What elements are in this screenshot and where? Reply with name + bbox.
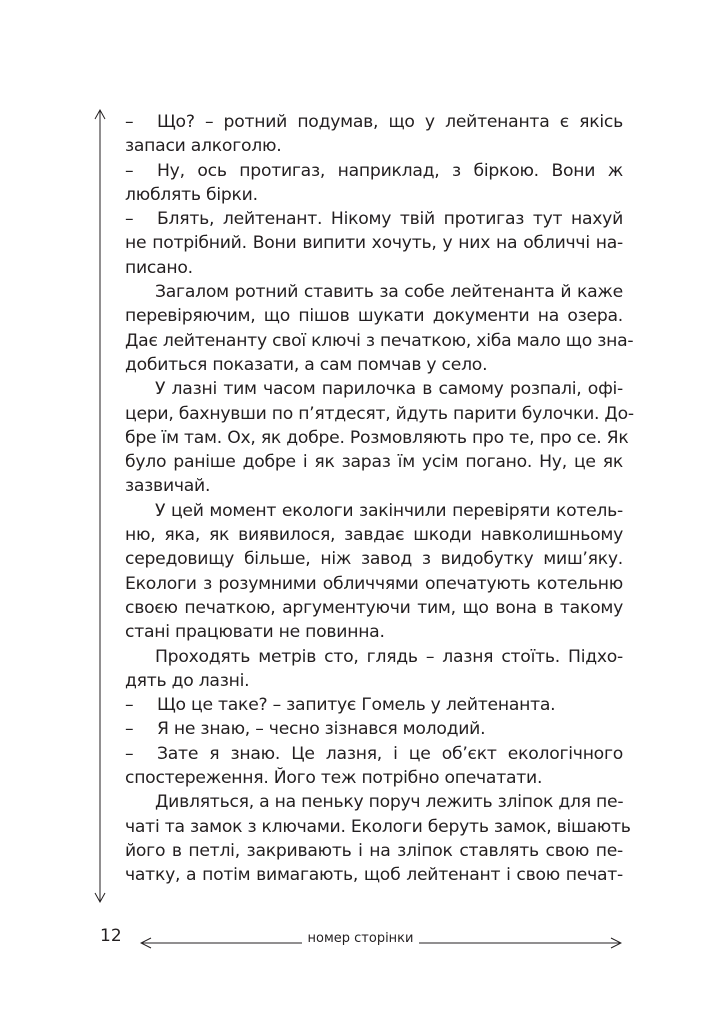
line-text: дять до лазні.	[125, 670, 250, 691]
text-line	[125, 231, 623, 255]
text-line	[125, 426, 629, 450]
text-line	[125, 572, 623, 596]
line-text: Дивляться, а на пеньку поруч лежить зліпок для пе-	[155, 792, 624, 813]
line-text: його в петлі, закривають і на зліпок ставлять свою пе-	[125, 840, 623, 861]
line-text: Екологи з розумними обличчями опечатують котельню	[125, 573, 623, 594]
line-text: запаси алкоголю.	[125, 136, 282, 157]
dialogue-line	[125, 742, 623, 766]
text-line	[125, 329, 634, 353]
page-number: 12	[100, 926, 122, 946]
line-text: зазвичай.	[125, 476, 211, 497]
text-line	[125, 815, 631, 839]
dialogue-line	[125, 110, 623, 134]
line-text: своєю печаткою, аргументуючи тим, що вона в такому	[125, 597, 623, 618]
text-line	[125, 790, 623, 814]
text-line	[125, 377, 623, 401]
line-text: ню, яка, як виявилося, завдає шкоди навколишньому	[125, 525, 623, 546]
line-text: чаті та замок з ключами. Екологи беруть замок, вішають	[125, 816, 631, 837]
text-line	[125, 499, 623, 523]
line-text: Ну, ось протигаз, наприклад, з біркою. Вони ж	[157, 160, 623, 181]
line-text: було раніше добре і як зараз їм усім погано. Ну, це як	[125, 452, 623, 473]
text-block-height-ruler	[92, 108, 108, 904]
text-line	[125, 839, 623, 863]
dialogue-line	[125, 717, 623, 741]
line-text: писано.	[125, 257, 193, 278]
text-line	[125, 450, 623, 474]
dialogue-dash: –	[125, 743, 134, 764]
body-text	[125, 110, 634, 888]
line-text: Дає лейтенанту свої ключі з печаткою, хіба мало що зна-	[125, 330, 634, 351]
line-text: цери, бахнувши по п’ятдесят, йдуть парити булочки. До-	[125, 403, 634, 424]
dialogue-line	[125, 693, 623, 717]
dialogue-dash: –	[125, 209, 134, 230]
line-text: У цей момент екологи закінчили перевіряти котель-	[155, 500, 623, 521]
line-text: Що це таке? – запитує Гомель у лейтенанта.	[157, 695, 556, 716]
text-line	[125, 183, 623, 207]
text-line	[125, 134, 623, 158]
text-line	[125, 596, 623, 620]
line-text: Що? – ротний подумав, що у лейтенанта є якісь	[157, 112, 623, 132]
line-text: не потрібний. Вони випити хочуть, у них на обличчі на-	[125, 233, 623, 254]
dialogue-dash: –	[125, 719, 134, 740]
dialogue-dash: –	[125, 160, 134, 181]
line-text: люблять бірки.	[125, 184, 258, 205]
line-text: перевіряючим, що пішов шукати документи на озера.	[125, 306, 623, 327]
dialogue-line	[125, 207, 623, 231]
text-line	[125, 620, 623, 644]
line-text: добиться показати, а сам помчав у село.	[125, 354, 488, 375]
text-line	[125, 474, 623, 498]
dialogue-line	[125, 159, 623, 183]
dialogue-dash: –	[125, 695, 134, 716]
line-text: спостереження. Його теж потрібно опечатати.	[125, 768, 543, 789]
text-line	[125, 547, 623, 571]
text-line	[125, 402, 634, 426]
line-text: бре їм там. Ох, як добре. Розмовляють про те, про се. Як	[125, 427, 629, 448]
ruler-caption	[0, 931, 721, 946]
line-text: Я не знаю, – чесно зізнався молодий.	[157, 719, 486, 740]
text-line	[125, 863, 623, 887]
line-text: Проходять метрів сто, глядь – лазня стоїть. Підхо-	[155, 646, 623, 667]
text-line	[125, 645, 623, 669]
text-line	[125, 669, 623, 693]
ruler-caption-text: номер сторінки	[302, 931, 420, 946]
line-text: Зате я знаю. Це лазня, і це об’єкт екологічного	[157, 743, 623, 764]
text-line	[125, 523, 623, 547]
text-line	[125, 304, 623, 328]
line-text: У лазні тим часом парилочка в самому розпалі, офі-	[155, 379, 623, 400]
text-line	[125, 353, 623, 377]
text-line	[125, 766, 623, 790]
line-text: середовищу більше, ніж завод з видобутку миш’яку.	[125, 549, 623, 570]
line-text: Загалом ротний ставить за собе лейтенанта й каже	[155, 282, 623, 303]
line-text: стані працювати не повинна.	[125, 622, 385, 643]
text-line	[125, 280, 623, 304]
line-text: Блять, лейтенант. Нікому твій протигаз тут нахуй	[157, 209, 623, 230]
line-text: чатку, а потім вимагають, щоб лейтенант і свою печат-	[125, 865, 623, 886]
text-line	[125, 256, 623, 280]
dialogue-dash: –	[125, 112, 134, 132]
